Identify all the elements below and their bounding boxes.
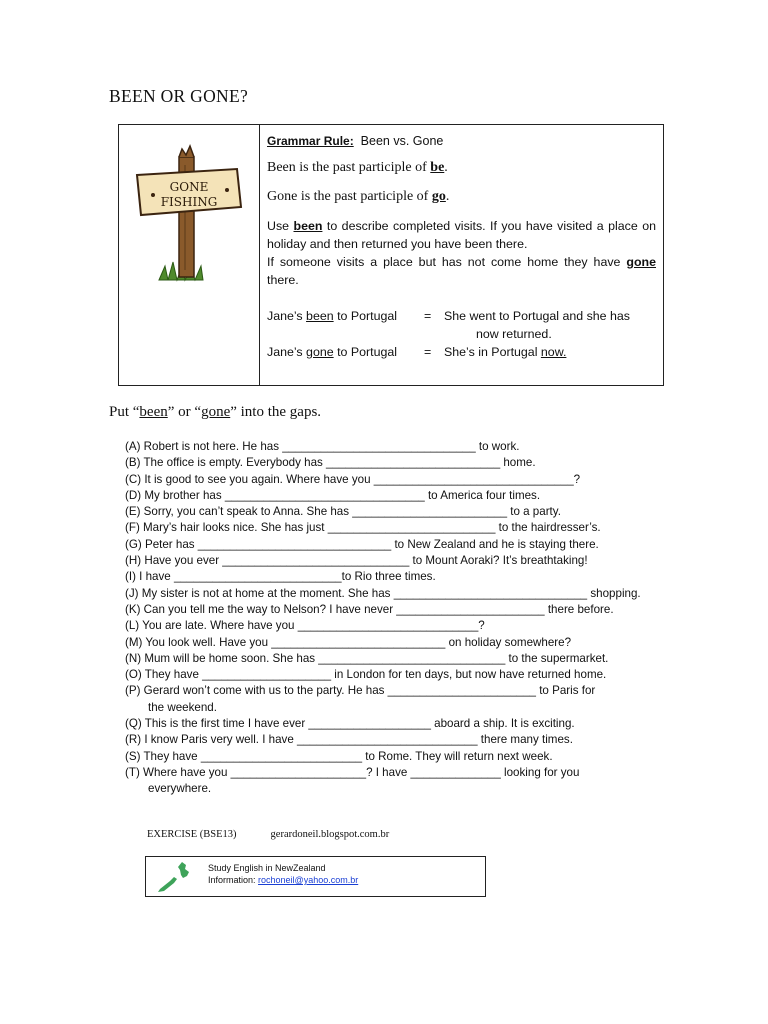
gone-def-end: .: [445, 189, 450, 204]
example-word-gone: gone: [306, 345, 334, 359]
blog-url[interactable]: gerardoneil.blogspot.com.br: [270, 829, 390, 840]
ad-line1: Study English in NewZealand: [208, 863, 326, 873]
gone-def-text: Gone is the past participle of: [267, 189, 432, 204]
exercise-code: EXERCISE (BSE13): [147, 829, 237, 840]
instr-text: ” or “: [167, 404, 202, 420]
exercise-item: (N) Mum will be home soon. She has _____________________________ to the supermarket.: [125, 651, 609, 665]
grammar-rule-box: [118, 124, 664, 386]
study-ad-box: [145, 856, 486, 897]
example-text: to Portugal: [333, 309, 397, 323]
example-text: to Portugal: [333, 345, 397, 359]
go-word: go: [431, 189, 446, 204]
exercise-item: (G) Peter has ______________________________ to New Zealand and he is staying there.: [125, 537, 599, 551]
ad-text: [208, 862, 358, 886]
exercise-item: (A) Robert is not here. He has ______________________________ to work.: [125, 440, 520, 453]
example-now: now.: [540, 345, 567, 359]
example-meaning: She went to Portugal and she has: [444, 309, 630, 323]
exercise-item: (S) They have _________________________ to Rome. They will return next week.: [125, 749, 553, 763]
example-text: Jane’s: [267, 345, 307, 359]
been-definition: [267, 159, 656, 177]
exercise-item-continuation: the weekend.: [148, 700, 217, 714]
new-zealand-map-icon: [154, 860, 196, 894]
be-word: be: [430, 160, 445, 175]
usage-text: If someone visits a place but has not come home they have: [267, 255, 627, 269]
usage-paragraph-gone: [267, 253, 656, 289]
usage-text: Use: [267, 219, 294, 233]
equals-sign: =: [424, 309, 432, 323]
example-gone: [267, 343, 656, 361]
instr-gone: gone: [201, 404, 231, 420]
example-text: Jane’s: [267, 309, 307, 323]
sign-text-line1: GONE: [169, 180, 209, 194]
ad-info-label: Information:: [208, 875, 259, 885]
sign-text-line2: FISHING: [160, 195, 218, 209]
equals-sign: =: [424, 345, 432, 359]
exercise-item: (J) My sister is not at home at the moment. She has ______________________________ shopping.: [125, 586, 641, 600]
exercise-item: (R) I know Paris very well. I have ____________________________ there many times.: [125, 733, 573, 747]
usage-paragraph-been: [267, 217, 656, 253]
example-meaning-cont: now returned.: [476, 327, 552, 341]
instr-been: been: [139, 404, 168, 420]
usage-word-been: been: [293, 219, 323, 233]
instr-text: ” into the gaps.: [230, 404, 322, 420]
footer: [147, 829, 389, 840]
rule-label: Grammar Rule:: [267, 134, 354, 148]
exercise-item: (E) Sorry, you can’t speak to Anna. She has ________________________ to a party.: [125, 505, 561, 519]
exercise-item: (Q) This is the first time I have ever ___________________ aboard a ship. It is exciting.: [125, 717, 575, 731]
example-been: [267, 307, 656, 343]
gone-fishing-sign-image: [119, 125, 260, 385]
grammar-rule-text: [260, 125, 663, 385]
exercise-item: (D) My brother has _______________________________ to America four times.: [125, 488, 541, 502]
exercise-list: [125, 439, 660, 798]
instruction: [109, 404, 321, 421]
usage-text: to describe completed visits. If you have visited a place on holiday and then returned you have been there.: [267, 219, 656, 251]
gone-definition: [267, 188, 656, 206]
exercise-item-continuation: everywhere.: [148, 782, 212, 796]
exercise-item: (O) They have ____________________ in London for ten days, but now have returned home.: [125, 668, 607, 682]
exercise-item: (K) Can you tell me the way to Nelson? I have never _______________________ there before.: [125, 602, 614, 616]
example-word-been: been: [306, 309, 334, 323]
exercise-item: (M) You look well. Have you ___________________________ on holiday somewhere?: [125, 635, 572, 649]
rule-topic: Been vs. Gone: [360, 134, 444, 148]
sign-illustration: [119, 135, 259, 295]
instr-text: Put “: [109, 404, 140, 420]
email-link[interactable]: rochoneil@yahoo.com.br: [258, 875, 359, 885]
exercise-item: (C) It is good to see you again. Where have you _______________________________?: [125, 472, 581, 486]
usage-word-gone: gone: [626, 255, 656, 269]
exercise-item: (I) I have __________________________to Rio three times.: [125, 570, 436, 584]
example-meaning: She’s in Portugal: [444, 345, 541, 359]
been-def-text: Been is the past participle of: [267, 160, 431, 175]
exercise-item: (B) The office is empty. Everybody has ___________________________ home.: [125, 456, 536, 470]
ad-line2: [208, 874, 358, 886]
exercise-item: (T) Where have you _____________________? I have ______________ looking for you: [125, 765, 580, 779]
exercise-item: (F) Mary’s hair looks nice. She has just __________________________ to the hairdresser’s.: [125, 521, 601, 535]
exercise-item: (H) Have you ever _____________________________ to Mount Aoraki? It’s breathtaking!: [125, 554, 588, 568]
been-def-end: .: [444, 160, 448, 175]
exercise-item: (L) You are late. Where have you ____________________________?: [125, 619, 485, 633]
page-title: BEEN OR GONE?: [109, 86, 249, 106]
usage-text: there.: [267, 273, 299, 287]
rule-heading: [267, 132, 656, 150]
exercise-item: (P) Gerard won’t come with us to the party. He has _______________________ to Paris for: [125, 684, 596, 698]
